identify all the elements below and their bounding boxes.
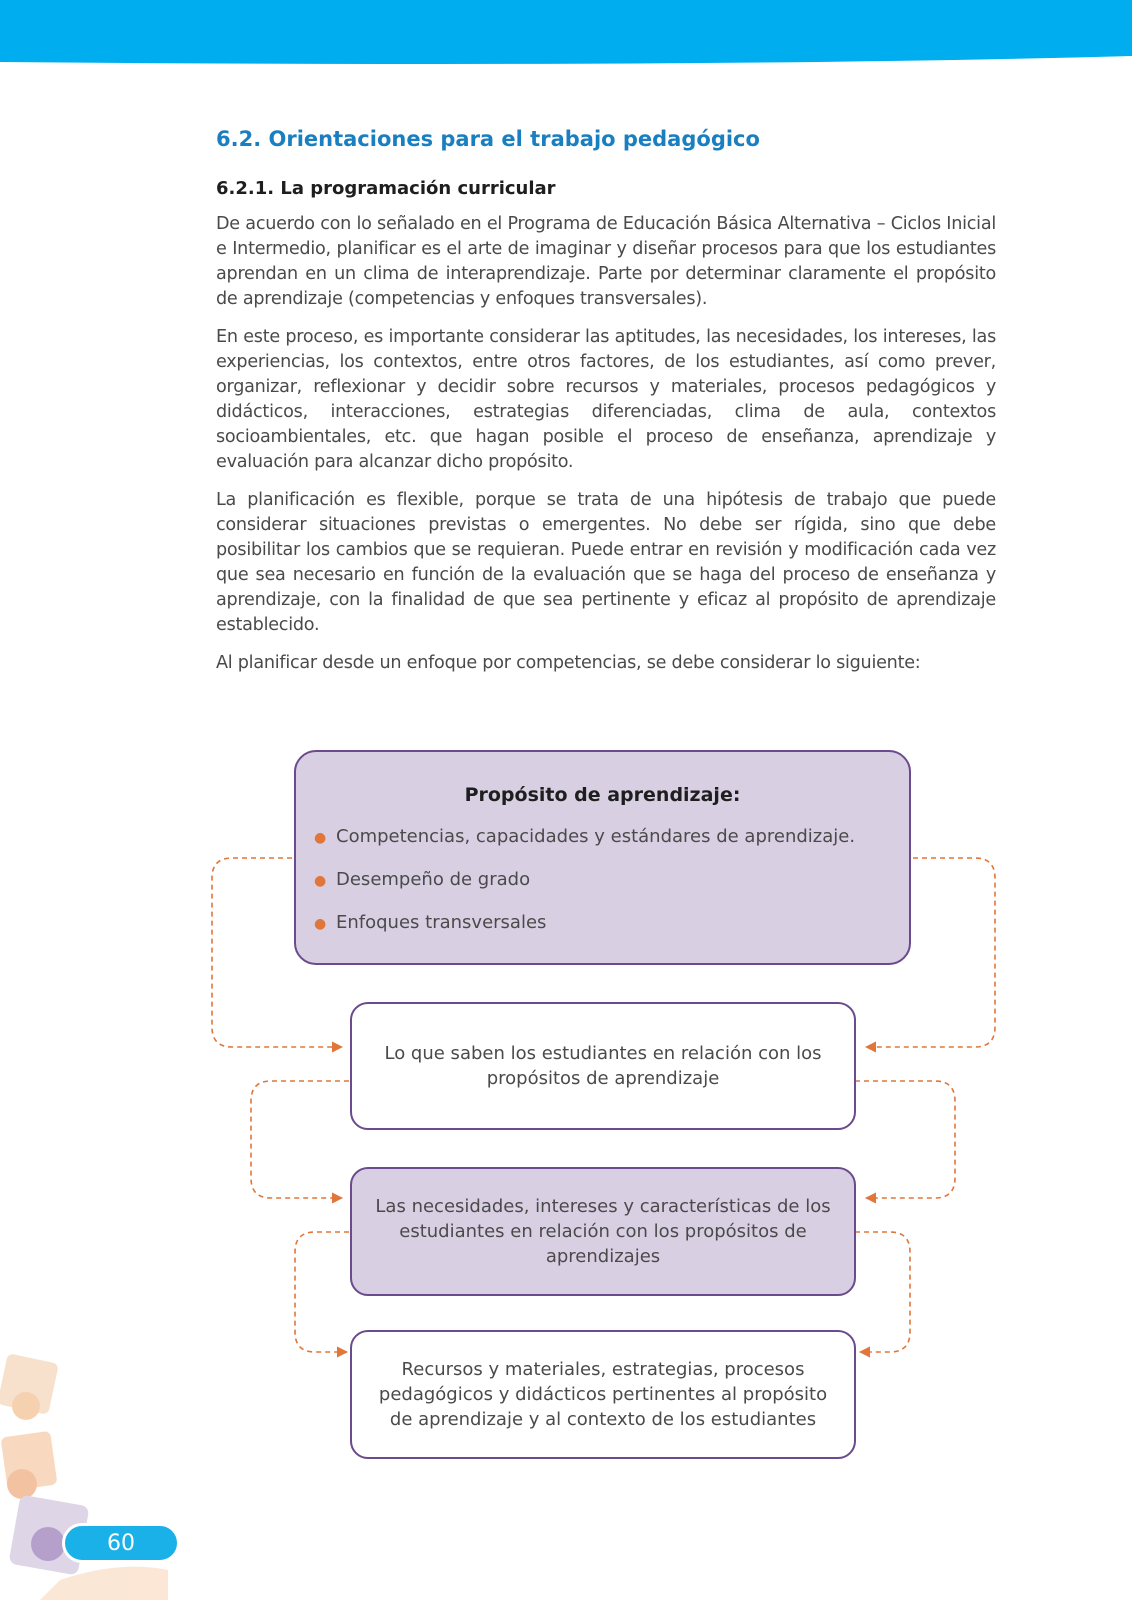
subsection-heading: 6.2.1. La programación curricular: [216, 178, 556, 199]
list-item: ● Competencias, capacidades y estándares de aprendizaje.: [314, 824, 855, 851]
list-item: ● Desempeño de grado: [314, 867, 855, 894]
bullet-icon: ●: [314, 916, 327, 932]
learning-purpose-title: Propósito de aprendizaje:: [464, 784, 741, 806]
section-heading: 6.2. Orientaciones para el trabajo pedagógico: [216, 127, 760, 151]
learning-purpose-list: [314, 824, 855, 953]
main-content: [216, 126, 996, 689]
bullet-icon: ●: [314, 873, 327, 889]
right-arrow-3: [855, 1232, 910, 1352]
resources-box: Recursos y materiales, estrategias, procesos pedagógicos y didácticos pertinentes al propósito de aprendizaje y al contexto de los estudiantes: [350, 1330, 856, 1459]
student-needs-box: Las necesidades, intereses y características de los estudiantes en relación con los propósitos de aprendizajes: [350, 1167, 856, 1296]
bullet-icon: ●: [314, 830, 327, 846]
left-arrow-3: [295, 1232, 349, 1352]
right-arrow-2: [855, 1081, 955, 1198]
left-arrow-2: [251, 1081, 349, 1198]
learning-purpose-box: [294, 750, 911, 965]
prior-knowledge-box: Lo que saben los estudiantes en relación con los propósitos de aprendizaje: [350, 1002, 856, 1130]
list-item: ● Enfoques transversales: [314, 910, 855, 937]
paragraph-4: Al planificar desde un enfoque por competencias, se debe considerar lo siguiente:: [216, 653, 921, 673]
paragraph-2: En este proceso, es importante considerar las aptitudes, las necesidades, los intereses, las experiencias, los contextos, entre otros factores, de los estudiantes, así como prever, organizar, reflexionar y decidir sobre recursos y materiales, procesos pedagógicos y didácticos, interacciones, estrategias diferenciadas, clima de aula, contextos socioambientales, etc. que hagan posible el proceso de enseñanza, aprendizaje y evaluación para alcanzar dicho propósito.: [216, 327, 996, 472]
paragraph-1: De acuerdo con lo señalado en el Programa de Educación Básica Alternativa – Ciclos Inicial e Intermedio, planificar es el arte de imaginar y diseñar procesos para que los estudiantes aprendan en un clima de interaprendizaje. Parte por determinar claramente el propósito de aprendizaje (competencias y enfoques transversales).: [216, 214, 996, 309]
header-band: [0, 0, 1132, 64]
page-number: 60: [62, 1523, 180, 1563]
paragraph-3: La planificación es flexible, porque se trata de una hipótesis de trabajo que puede considerar situaciones previstas o emergentes. No debe ser rígida, sino que debe posibilitar los cambios que se requieran. Puede entrar en revisión y modificación cada vez que sea necesario en función de la evaluación que se haga del proceso de enseñanza y aprendizaje, con la finalidad de que sea pertinente y eficaz al propósito de aprendizaje establecido.: [216, 490, 996, 635]
